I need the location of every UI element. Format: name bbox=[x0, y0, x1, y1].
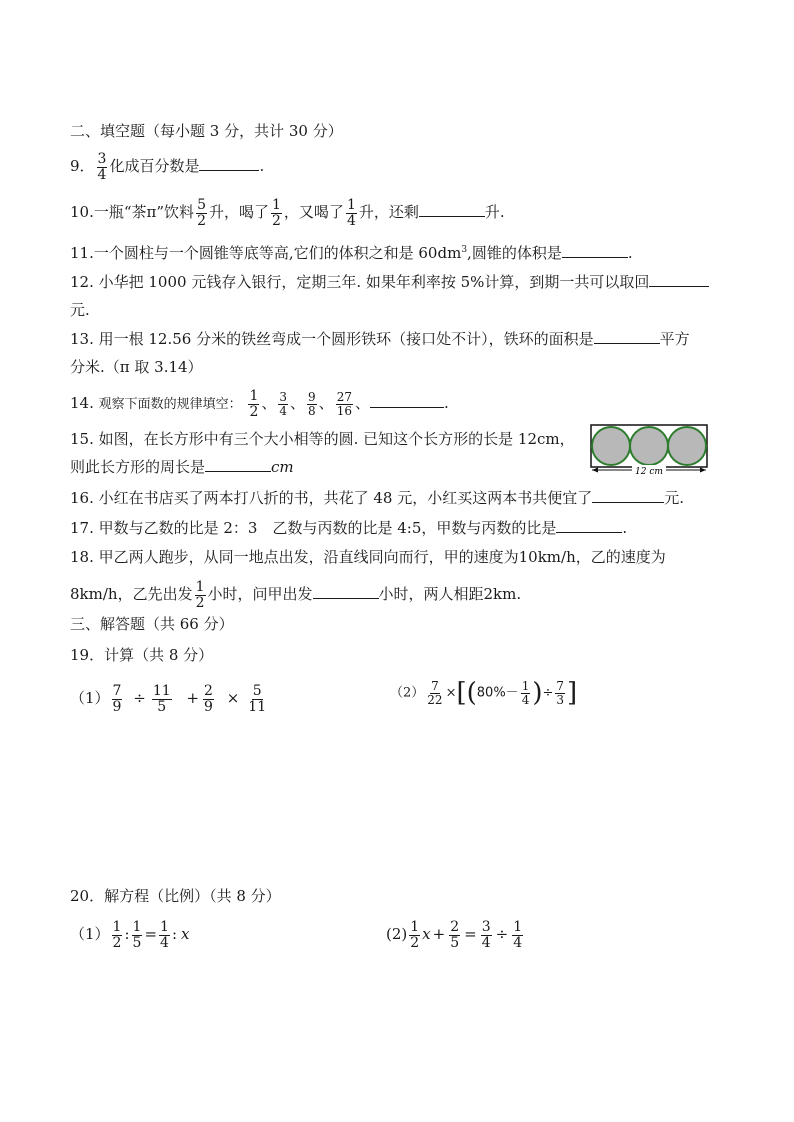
q10-f1-den: 2 bbox=[197, 212, 206, 229]
question-18-line-1: 18. 甲乙两人跑步，从同一地点出发，沿直线同向而行，甲的速度为10km/h，乙的速度为 bbox=[70, 548, 666, 566]
q9-answer-blank[interactable] bbox=[199, 156, 259, 171]
q18-f-num: 1 bbox=[195, 579, 205, 595]
q11-text-2: ,圆锥的体积是 bbox=[467, 244, 562, 262]
q15-text: 则此长方形的周长是 bbox=[70, 458, 206, 476]
q10-fraction-2 bbox=[271, 198, 282, 228]
q13-unit: 平方 bbox=[659, 330, 690, 348]
q20-p1-frac-3 bbox=[159, 920, 170, 950]
question-18-line-2 bbox=[70, 580, 521, 610]
q19-p2-label: （2） bbox=[390, 685, 425, 701]
q16-answer-blank[interactable] bbox=[592, 488, 664, 503]
q19-p2-f3-num: 7 bbox=[556, 679, 565, 693]
q20-p1-f1-num: 1 bbox=[112, 919, 122, 935]
q9-frac-num: 3 bbox=[97, 151, 107, 167]
q20-p2-f3-num: 3 bbox=[481, 919, 491, 935]
q20-p1-f3-den: 4 bbox=[160, 934, 169, 951]
q15-unit: cm bbox=[271, 458, 294, 476]
q19-p1-op-1: ÷ bbox=[133, 689, 146, 708]
q10-fraction-1 bbox=[196, 198, 207, 228]
q20-p1-equals: = bbox=[144, 925, 158, 944]
q20-p2-f4-den: 4 bbox=[513, 934, 523, 951]
q20-p1-f2-den: 5 bbox=[132, 934, 142, 951]
q20-p2-equals: = bbox=[464, 925, 477, 944]
q18-text-2: 小时，问甲出发 bbox=[207, 585, 313, 604]
q20-p2-f4-num: 1 bbox=[513, 919, 523, 935]
q12-answer-blank[interactable] bbox=[649, 272, 709, 287]
q19-p2-f1-num: 7 bbox=[431, 679, 439, 693]
q19-p2-f2-num: 1 bbox=[521, 679, 530, 693]
q20-p1-frac-2 bbox=[132, 920, 143, 950]
q18-fraction bbox=[195, 580, 206, 610]
q20-p1-f3-num: 1 bbox=[160, 919, 169, 935]
question-16 bbox=[70, 488, 684, 508]
q14-f4-den: 16 bbox=[336, 403, 352, 418]
q20-title: 20．解方程（比例）（共 8 分） bbox=[70, 887, 281, 905]
q19-p2-frac-1 bbox=[426, 680, 443, 706]
section3-title: 三、解答题（共 66 分） bbox=[70, 615, 234, 633]
q18-answer-blank[interactable] bbox=[313, 584, 379, 599]
q20-p2-frac-1 bbox=[409, 920, 420, 950]
q19-p2-left-paren: ( bbox=[466, 678, 477, 709]
q14-f4-num: 27 bbox=[336, 390, 352, 405]
q20-part-1 bbox=[70, 920, 189, 950]
q10-f2-den: 2 bbox=[272, 212, 281, 229]
q14-fraction-1 bbox=[248, 389, 259, 419]
q20-p2-f1-den: 2 bbox=[410, 934, 420, 951]
q20-p2-variable: x bbox=[422, 925, 431, 944]
question-15-line-2 bbox=[70, 457, 294, 477]
q20-p1-colon-1: : bbox=[124, 925, 130, 944]
q10-text-2: 升，喝了 bbox=[208, 203, 269, 222]
figure-length-label: 12 cm bbox=[635, 467, 663, 476]
q19-p2-op-1: × bbox=[445, 685, 457, 701]
figure-circle-1 bbox=[592, 427, 630, 465]
q11-text: 11.一个圆柱与一个圆锥等底等高,它们的体积之和是 60dm bbox=[70, 244, 462, 262]
q19-p1-op-2: + bbox=[186, 689, 200, 708]
q10-number: 10. bbox=[70, 203, 94, 222]
q14-text: 观察下面数的规律填空： bbox=[98, 397, 242, 413]
q16-end: 元. bbox=[664, 489, 685, 507]
q16-text: 16. 小红在书店买了两本打八折的书，共花了 48 元，小红买这两本书共便宜了 bbox=[70, 489, 593, 507]
q17-end: . bbox=[622, 519, 628, 537]
q19-p1-frac-2 bbox=[152, 684, 172, 714]
q19-p1-label: （1） bbox=[70, 689, 110, 708]
q20-p2-frac-4 bbox=[512, 920, 523, 950]
q19-p1-f1-num: 7 bbox=[112, 683, 122, 699]
q20-p1-label: （1） bbox=[70, 925, 110, 944]
question-12-line-1 bbox=[70, 272, 709, 292]
q11-end: . bbox=[627, 244, 633, 262]
q10-fraction-3 bbox=[346, 198, 357, 228]
q14-f1-den: 2 bbox=[249, 403, 259, 420]
figure-circle-3 bbox=[668, 427, 706, 465]
q14-number: 14. bbox=[70, 394, 94, 413]
q19-p1-f4-num: 5 bbox=[252, 683, 262, 699]
q14-fraction-3 bbox=[307, 391, 317, 417]
q10-text-3: ，又喝了 bbox=[283, 203, 344, 222]
q20-p1-f1-den: 2 bbox=[112, 934, 122, 951]
question-11 bbox=[70, 240, 633, 263]
q10-text-4: 升，还剩 bbox=[358, 203, 419, 222]
question-10 bbox=[70, 198, 505, 228]
q19-p1-frac-4 bbox=[247, 684, 267, 714]
q12-text: 12. 小华把 1000 元钱存入银行，定期三年. 如果年利率按 5%计算，到期一共可以取回 bbox=[70, 273, 650, 291]
q10-f1-num: 5 bbox=[197, 197, 206, 213]
q20-p2-plus: + bbox=[432, 925, 446, 944]
q11-answer-blank[interactable] bbox=[562, 243, 628, 258]
q19-p2-f1-den: 22 bbox=[427, 692, 443, 707]
q9-number: 9． bbox=[70, 157, 95, 176]
q19-p2-left-bracket: [ bbox=[456, 678, 467, 709]
q19-p1-f4-den: 11 bbox=[248, 698, 267, 715]
q20-p2-frac-2 bbox=[449, 920, 460, 950]
q19-p1-frac-3 bbox=[203, 684, 214, 714]
q20-p1-frac-1 bbox=[112, 920, 123, 950]
q19-p1-f3-den: 9 bbox=[204, 698, 213, 715]
q20-p2-label: (2) bbox=[386, 925, 408, 944]
q14-sep-2: 、 bbox=[290, 394, 306, 413]
q13-text: 13. 用一根 12.56 分米的铁丝弯成一个圆形铁环（接口处不计），铁环的面积是 bbox=[70, 330, 594, 348]
q9-fraction bbox=[97, 152, 108, 182]
q9-text: 化成百分数是 bbox=[109, 157, 200, 176]
figure-circle-2 bbox=[630, 427, 668, 465]
q14-answer-blank[interactable] bbox=[370, 393, 444, 408]
q14-f3-den: 8 bbox=[308, 403, 316, 418]
question-12-line-2: 元. bbox=[70, 301, 90, 319]
q14-f1-num: 1 bbox=[249, 388, 259, 404]
q14-f3-num: 9 bbox=[308, 390, 316, 405]
q19-p1-f2-num: 11 bbox=[152, 683, 171, 699]
q14-end: . bbox=[443, 394, 449, 413]
q19-p1-frac-1 bbox=[112, 684, 123, 714]
q19-p1-f3-num: 2 bbox=[204, 683, 213, 699]
q20-p1-colon-2: : bbox=[171, 925, 178, 944]
q18-text-1: 8km/h，乙先出发 bbox=[70, 585, 193, 604]
q14-fraction-4 bbox=[336, 391, 353, 417]
q20-p1-f2-num: 1 bbox=[132, 919, 142, 935]
q19-title: 19．计算（共 8 分） bbox=[70, 646, 214, 664]
q19-p2-frac-3 bbox=[555, 680, 565, 706]
q19-p2-percent: 80%－ bbox=[476, 685, 519, 701]
figure-arrow-right bbox=[700, 468, 706, 473]
q19-p2-f2-den: 4 bbox=[521, 692, 530, 707]
q10-f3-num: 1 bbox=[346, 197, 356, 213]
question-17 bbox=[70, 518, 627, 538]
q19-p1-f2-den: 5 bbox=[157, 698, 167, 715]
q19-p1-f1-den: 9 bbox=[112, 698, 122, 715]
q10-f3-den: 4 bbox=[346, 212, 356, 229]
q20-p2-f1-num: 1 bbox=[410, 919, 420, 935]
q14-f2-den: 4 bbox=[279, 403, 288, 418]
q19-p2-right-bracket: ] bbox=[567, 678, 578, 709]
q19-part-2 bbox=[390, 678, 578, 709]
q10-text-1: 一瓶“茶π”饮料 bbox=[93, 203, 195, 222]
q14-f2-num: 3 bbox=[279, 390, 288, 405]
q18-f-den: 2 bbox=[195, 594, 205, 611]
q20-p2-divide: ÷ bbox=[495, 925, 509, 944]
q17-answer-blank[interactable] bbox=[556, 518, 622, 533]
q19-p2-f3-den: 3 bbox=[556, 692, 565, 707]
q10-answer-blank[interactable] bbox=[419, 202, 485, 217]
q20-p2-frac-3 bbox=[481, 920, 492, 950]
section2-title: 二、填空题（每小题 3 分，共计 30 分） bbox=[70, 122, 343, 140]
q11-superscript: 3 bbox=[461, 245, 468, 255]
question-13-line-2: 分米.（π 取 3.14） bbox=[70, 358, 203, 376]
rectangle-with-circles-figure bbox=[590, 424, 708, 476]
q20-p2-f2-den: 5 bbox=[450, 934, 460, 951]
q19-p1-op-3: × bbox=[226, 689, 240, 708]
q10-end: 升. bbox=[484, 203, 505, 222]
q10-f2-num: 1 bbox=[272, 197, 281, 213]
q17-text: 17. 甲数与乙数的比是 2：3 乙数与丙数的比是 4:5，甲数与丙数的比是 bbox=[70, 519, 557, 537]
q14-sep-4: 、 bbox=[354, 394, 370, 413]
q20-p2-f2-num: 2 bbox=[450, 919, 460, 935]
question-9 bbox=[70, 152, 264, 182]
q20-p2-f3-den: 4 bbox=[481, 934, 491, 951]
q14-sep-3: 、 bbox=[318, 394, 334, 413]
question-14 bbox=[70, 389, 449, 419]
figure-arrow-left bbox=[592, 468, 598, 473]
q14-sep-1: 、 bbox=[261, 394, 277, 413]
q19-part-1 bbox=[70, 684, 269, 714]
q13-answer-blank[interactable] bbox=[594, 329, 660, 344]
q15-answer-blank[interactable] bbox=[205, 457, 271, 472]
q19-p2-right-paren: ) bbox=[532, 678, 543, 709]
q18-text-3: 小时，两人相距2km. bbox=[378, 585, 522, 604]
q19-p2-op-2: ÷ bbox=[542, 685, 554, 701]
q9-frac-den: 4 bbox=[97, 166, 107, 183]
question-15-line-1: 15. 如图，在长方形中有三个大小相等的圆. 已知这个长方形的长是 12cm， bbox=[70, 430, 575, 448]
q9-end: . bbox=[259, 157, 265, 176]
q20-p1-variable: x bbox=[181, 925, 190, 944]
question-13-line-1 bbox=[70, 329, 690, 349]
q19-p2-frac-2 bbox=[521, 680, 531, 706]
q14-fraction-2 bbox=[278, 391, 288, 417]
q20-part-2 bbox=[386, 920, 525, 950]
